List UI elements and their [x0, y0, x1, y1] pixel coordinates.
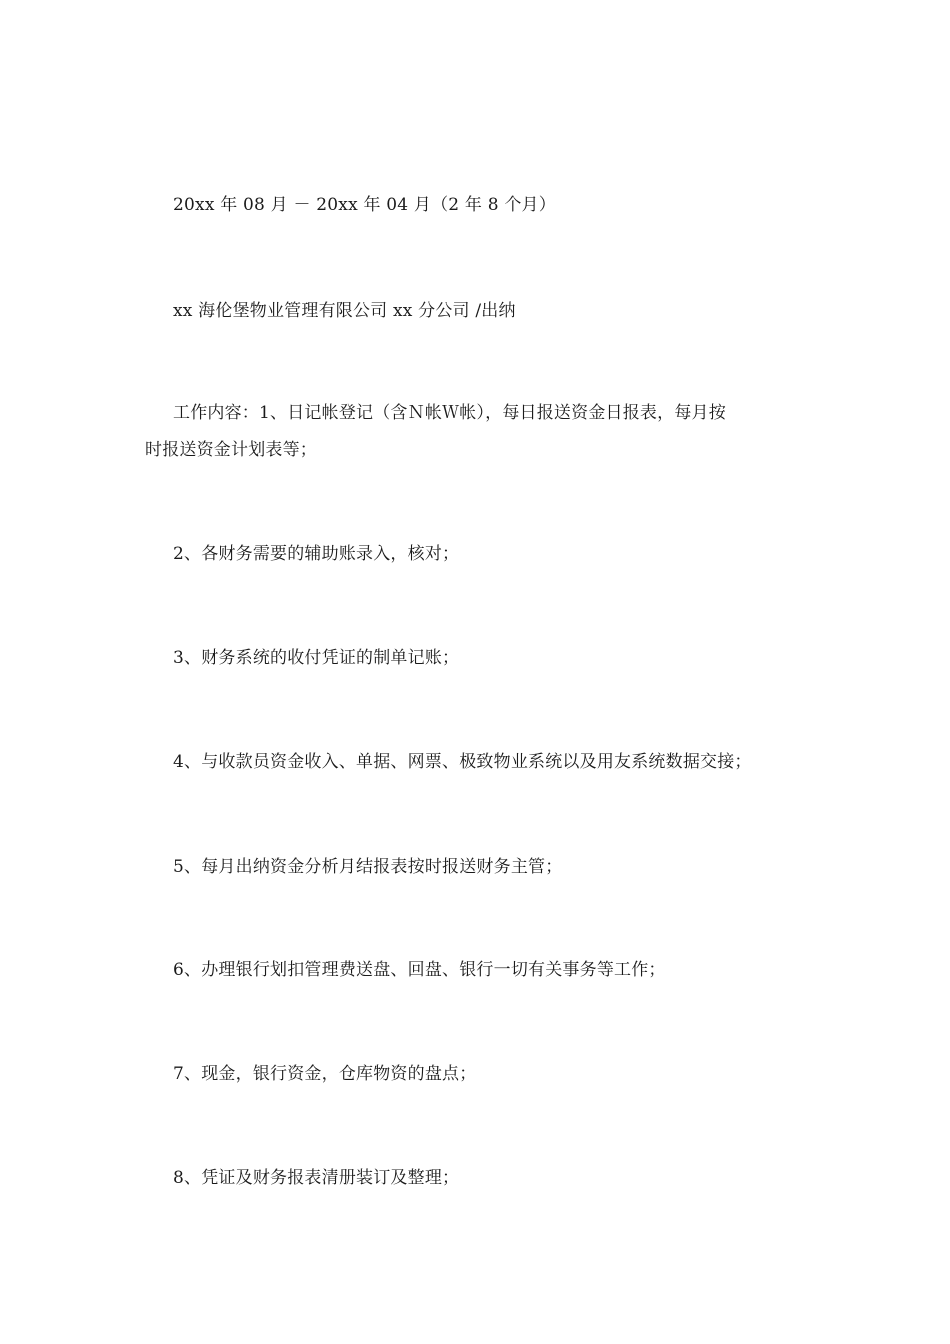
duty-item-5: 5、每月出纳资金分析月结报表按时报送财务主管；	[173, 857, 563, 877]
duty-item-8: 8、凭证及财务报表清册装订及整理；	[173, 1168, 460, 1188]
company-position: xx 海伦堡物业管理有限公司 xx 分公司 /出纳	[173, 301, 516, 321]
duty-item-3: 3、财务系统的收付凭证的制单记账；	[173, 648, 460, 668]
duty-item-2: 2、各财务需要的辅助账录入，核对；	[173, 544, 460, 564]
duty-item-4: 4、与收款员资金收入、单据、网票、极致物业系统以及用友系统数据交接；	[173, 752, 752, 772]
duty-item-7: 7、现金，银行资金，仓库物资的盘点；	[173, 1064, 477, 1084]
work-content-line-1: 工作内容：1、日记帐登记（含Ｎ帐Ｗ帐），每日报送资金日报表，每月按	[173, 403, 726, 423]
duty-item-6: 6、办理银行划扣管理费送盘、回盘、银行一切有关事务等工作；	[173, 960, 666, 980]
work-content-line-2: 时报送资金计划表等；	[145, 440, 317, 460]
employment-period: 20xx 年 08 月 － 20xx 年 04 月（2 年 8 个月）	[173, 195, 556, 215]
